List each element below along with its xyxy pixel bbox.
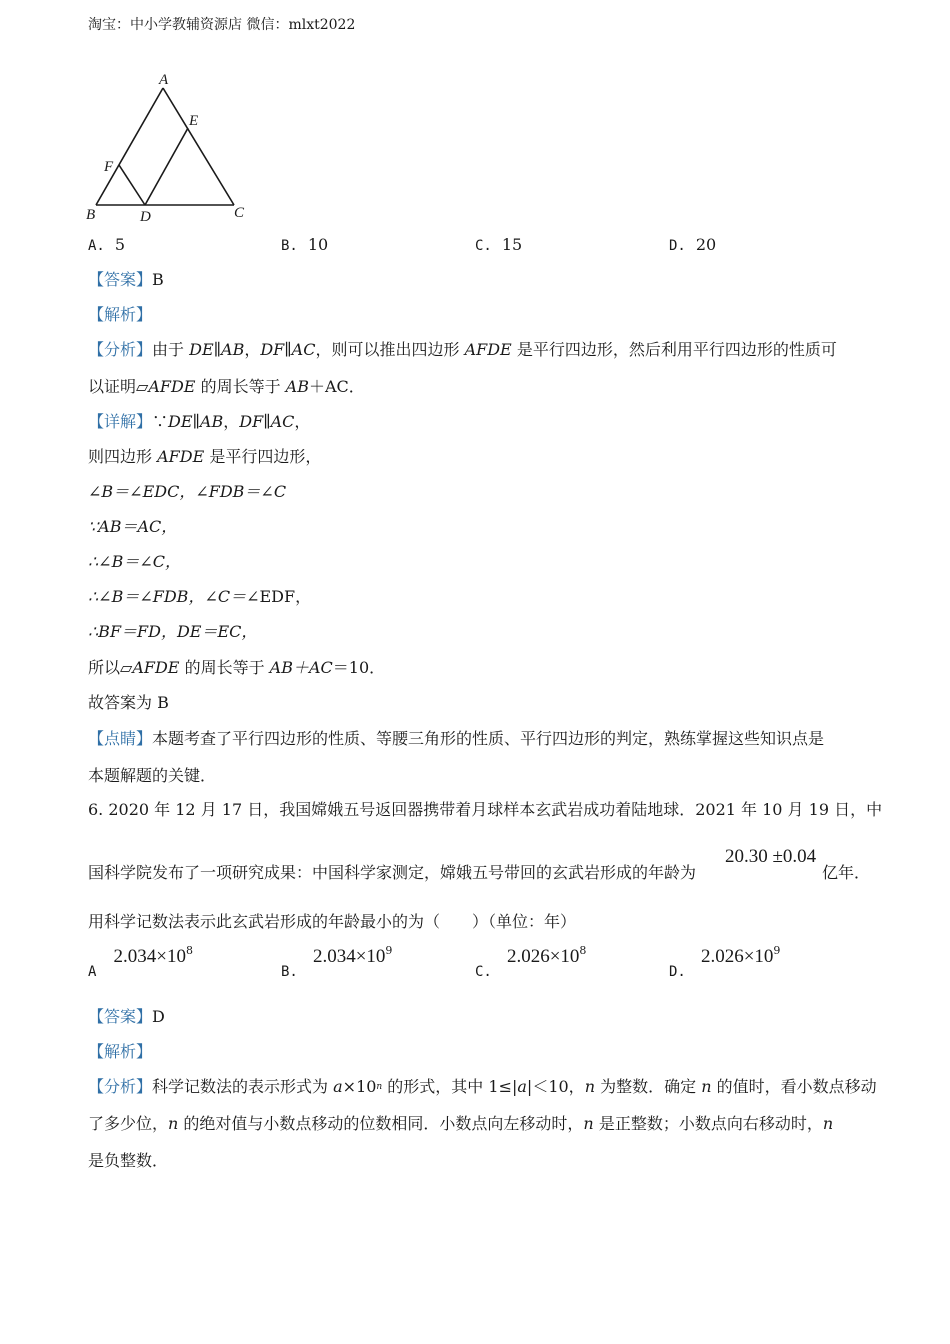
- label-c: C: [234, 205, 245, 221]
- q5-fenxi-line2: 以证明▱AFDE 的周长等于 AB＋AC．: [88, 377, 365, 396]
- q6-stem-line2-end: 亿年．: [822, 863, 871, 882]
- q5-analysis-heading: 【解析】: [88, 305, 153, 324]
- q5-xiangjie-line7: ∴BF＝FD，DE＝EC，: [88, 622, 258, 641]
- segment-ac: [163, 88, 234, 205]
- q5-answer: 【答案】B: [88, 270, 164, 289]
- q5-option-a: A. 5: [88, 235, 126, 254]
- q6-option-d: D. $2.026\times 10^9$: [669, 944, 781, 980]
- q6-option-a: A $2.034\times 10^8$: [88, 944, 193, 980]
- q6-option-b: B. $2.034\times 10^9$: [281, 944, 393, 980]
- label-d: D: [140, 209, 151, 225]
- q5-xiangjie-line2: 则四边形 AFDE 是平行四边形，: [88, 447, 322, 466]
- q6-stem-line1: 6. 2020 年 12 月 17 日，我国嫦娥五号返回器携带着月球样本玄武岩成功着陆地球．2021 年 10 月 19 日，中: [88, 800, 883, 819]
- segment-ab: [96, 88, 163, 205]
- q5-xiangjie-line4: ∵AB＝AC，: [88, 517, 178, 536]
- q6-stem-math: 20.30 ±0.04: [725, 846, 817, 867]
- q6-stem-line2: 国科学院发布了一项研究成果：中国科学家测定，嫦娥五号带回的玄武岩形成的年龄为: [88, 863, 697, 882]
- q6-fenxi-line2: 了多少位，n 的绝对值与小数点移动的位数相同．小数点向左移动时，n 是正整数；小数点向右移动时，n: [88, 1114, 834, 1133]
- q5-option-d: D. 20: [669, 235, 717, 254]
- q6-fenxi-line3: 是负整数．: [88, 1151, 169, 1170]
- q5-dianjing-line2: 本题解题的关键．: [88, 766, 217, 785]
- q5-option-c: C. 15: [475, 235, 523, 254]
- label-f: F: [104, 159, 114, 175]
- segment-de: [145, 128, 188, 205]
- label-a: A: [159, 72, 169, 88]
- q5-option-b: B. 10: [281, 235, 329, 254]
- page-header: 淘宝：中小学教辅资源店 微信：mlxt2022: [88, 17, 356, 33]
- q6-answer: 【答案】D: [88, 1007, 165, 1026]
- segment-df: [119, 165, 145, 205]
- label-e: E: [189, 113, 199, 129]
- q6-option-c: C. $2.026\times 10^8$: [475, 944, 587, 980]
- q5-fenxi-line1: 【分析】由于 DE∥AB，DF∥AC，则可以推出四边形 AFDE 是平行四边形，然后利用平行四边形的性质可: [88, 340, 837, 359]
- q5-xiangjie-line1: 【详解】∵DE∥AB，DF∥AC，: [88, 412, 311, 431]
- q5-xiangjie-line5: ∴∠B＝∠C，: [88, 552, 181, 571]
- triangle-figure: [84, 66, 254, 226]
- q5-xiangjie-line6: ∴∠B＝∠FDB，∠C＝∠EDF，: [88, 587, 312, 606]
- label-b: B: [86, 207, 96, 223]
- q6-fenxi-line1: 【分析】科学记数法的表示形式为 $a\times 10^n$ 的形式，其中 1≤|a|＜10，n 为整数．确定 n 的值时，看小数点移动: [88, 1077, 877, 1096]
- q5-xiangjie-line9: 故答案为 B: [88, 693, 169, 712]
- q5-dianjing-line1: 【点睛】本题考查了平行四边形的性质、等腰三角形的性质、平行四边形的判定，熟练掌握这些知识点是: [88, 729, 825, 748]
- q6-analysis-heading: 【解析】: [88, 1042, 153, 1061]
- q5-xiangjie-line8: 所以▱AFDE 的周长等于 AB＋AC＝10．: [88, 658, 386, 677]
- q6-stem-line3: 用科学记数法表示此玄武岩形成的年龄最小的为（ ）（单位：年）: [88, 912, 577, 931]
- q5-xiangjie-line3: ∠B＝∠EDC，∠FDB＝∠C: [88, 482, 287, 501]
